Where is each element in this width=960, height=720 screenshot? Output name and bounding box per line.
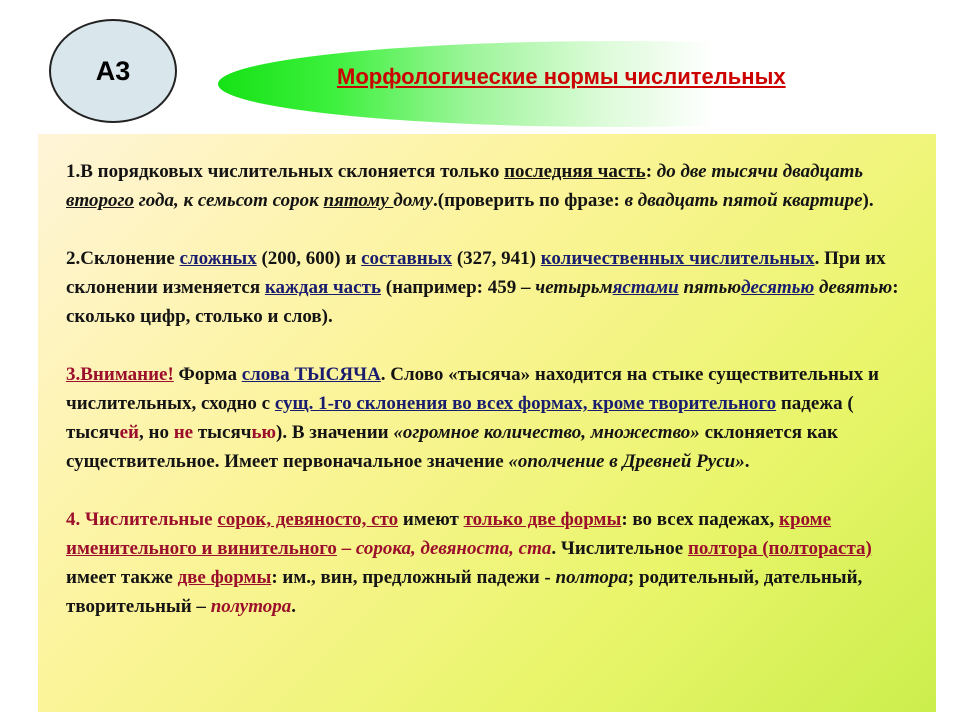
rule-1-underline: последняя часть bbox=[504, 161, 646, 182]
rule-2-example: пятью bbox=[678, 277, 742, 298]
rule-3-text: . bbox=[744, 451, 750, 472]
rule-3-ending: не bbox=[173, 422, 194, 443]
rule-2-example-underline: десятью bbox=[741, 277, 815, 298]
rule-3-text: ). В значении bbox=[276, 422, 394, 443]
rule-1-example: до две тысячи двадцать bbox=[656, 161, 864, 182]
rule-3-quote: «огромное количество, множество» bbox=[393, 422, 700, 443]
rule-3-ending: ью bbox=[251, 422, 277, 443]
rule-2-text: (например: 459 – bbox=[381, 277, 536, 298]
rule-4-underline: две формы bbox=[177, 567, 272, 588]
rule-2-text: . При их склонении изменяется bbox=[66, 248, 886, 298]
rule-1-number: 1. bbox=[66, 161, 81, 182]
rule-2-example: девятью bbox=[814, 277, 893, 298]
rule-3-underline: слова ТЫСЯЧА bbox=[241, 364, 381, 385]
page-title: Морфологические нормы числительных bbox=[337, 64, 786, 89]
rule-1-example: года, к семьсот сорок bbox=[134, 190, 324, 211]
rule-4-text: – bbox=[336, 538, 356, 559]
rule-3-quote: «ополчение в Древней Руси» bbox=[508, 451, 745, 472]
rule-2-underline: каждая часть bbox=[264, 277, 381, 298]
rule-4-underline: кроме именительного и винительного bbox=[66, 509, 832, 559]
rule-3-text: . Слово «тысяча» находится на стыке существительных и числительных, сходно с bbox=[66, 364, 879, 414]
rule-3-text: падежа ( тысяч bbox=[66, 393, 854, 443]
rule-2-example: четырьм bbox=[535, 277, 613, 298]
rule-2-text: (327, 941) bbox=[452, 248, 541, 269]
rule-3-text: склоняется как существительное. Имеет первоначальное значение bbox=[66, 422, 838, 472]
rule-3-ending: ей bbox=[119, 422, 139, 443]
rule-2 bbox=[66, 244, 901, 331]
rule-4 bbox=[66, 505, 901, 621]
rule-4-example: полутора bbox=[210, 596, 292, 617]
rule-4-example: сорока, девяноста, ста bbox=[355, 538, 552, 559]
rule-4-example: полтора bbox=[555, 567, 628, 588]
rule-4-text: : им., вин, предложный падежи - bbox=[271, 567, 556, 588]
rule-4-text: имеют bbox=[398, 509, 464, 530]
slide-badge bbox=[49, 19, 177, 123]
rule-2-text: Склонение bbox=[80, 248, 180, 269]
rule-4-underline: полтора (полтораста) bbox=[687, 538, 872, 559]
rules-text bbox=[66, 157, 901, 650]
rule-2-text: : сколько цифр, столько и слов). bbox=[66, 277, 899, 327]
rule-3 bbox=[66, 360, 901, 476]
rule-3-text: Форма bbox=[173, 364, 242, 385]
rule-1-example-underline: второго bbox=[66, 190, 135, 211]
rule-3-underline: сущ. 1-го склонения во всех формах, кроме творительного bbox=[274, 393, 777, 414]
rule-4-text: 4. Числительные bbox=[66, 509, 218, 530]
rule-4-underline: только две формы bbox=[463, 509, 622, 530]
content-panel bbox=[38, 134, 936, 712]
rule-4-text: . bbox=[291, 596, 296, 617]
rule-1-example-underline: пятому bbox=[323, 190, 394, 211]
rule-1-text: : bbox=[645, 161, 657, 182]
rule-1-text: .(проверить по фразе: bbox=[433, 190, 625, 211]
rule-2-underline: сложных bbox=[179, 248, 257, 269]
rule-4-text: : во всех падежах, bbox=[621, 509, 780, 530]
rule-4-text: имеет также bbox=[66, 567, 178, 588]
rule-1-text: ). bbox=[862, 190, 874, 211]
rule-4-underline: сорок, девяносто, сто bbox=[217, 509, 399, 530]
rule-1-example: в двадцать пятой квартире bbox=[624, 190, 863, 211]
rule-2-number: 2. bbox=[66, 248, 81, 269]
rule-2-underline: составных bbox=[361, 248, 453, 269]
rule-3-text: тысяч bbox=[193, 422, 252, 443]
rule-4-text: . Числительное bbox=[551, 538, 688, 559]
rule-3-attention: 3.Внимание! bbox=[66, 364, 174, 385]
rule-2-underline: количественных числительных bbox=[540, 248, 815, 269]
slide-badge-label: А3 bbox=[95, 55, 131, 86]
rule-1-example: дому bbox=[393, 190, 434, 211]
rule-2-example-underline: ястами bbox=[612, 277, 679, 298]
rule-2-text: (200, 600) и bbox=[256, 248, 362, 269]
rule-1 bbox=[66, 157, 901, 215]
rule-4-text: ; родительный, дательный, творительный – bbox=[66, 567, 863, 617]
rule-3-text: , но bbox=[139, 422, 174, 443]
rule-1-text: В порядковых числительных склоняется только bbox=[80, 161, 505, 182]
